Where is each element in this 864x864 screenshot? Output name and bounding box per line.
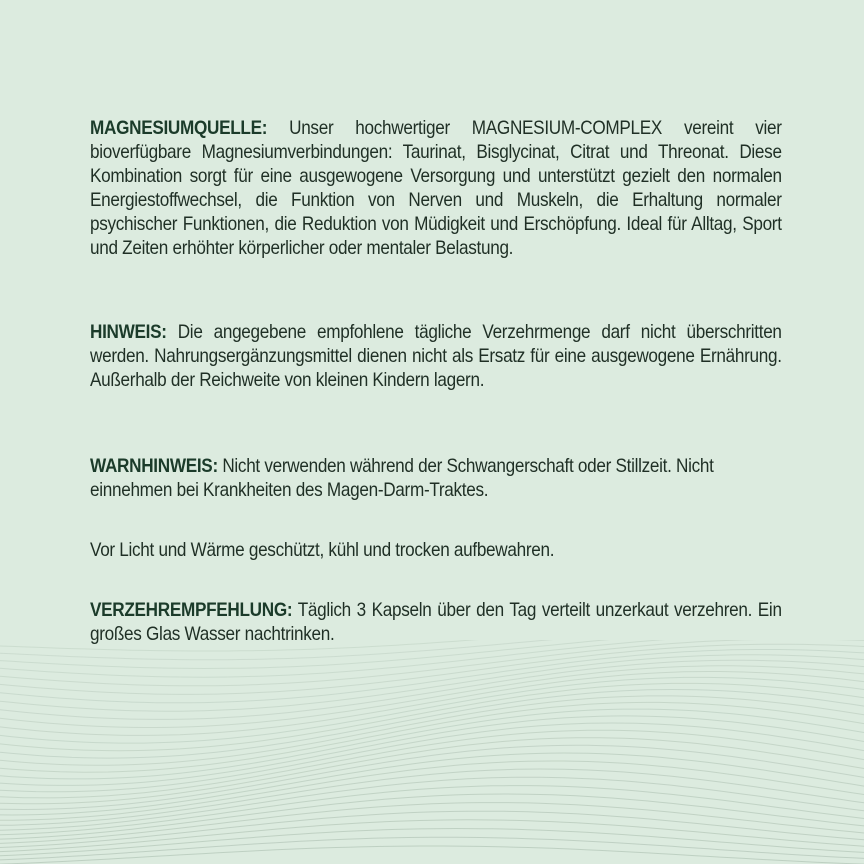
section-warning [90, 454, 782, 502]
section-text: Unser hochwertiger MAGNESIUM-COMPLEX vereint vier bioverfügbare Magnesiumverbindungen: Taurinat, Bisglycinat, Citrat und Threonat. Diese Kombination sorgt für eine ausgewogene Versorgung und unterstützt gezielt den normalen Energiestoffwechsel, die Funktion von Nerven und Muskeln, die Erhaltung normaler psychischer Funktionen, die Reduktion von Müdigkeit und Erschöpfung. Ideal für Alltag, Sport und Zeiten erhöhter körperlicher oder mentaler Belastung. [90, 117, 782, 259]
wave-line [0, 666, 864, 728]
section-text: Die angegebene empfohlene tägliche Verzehrmenge darf nicht überschritten werden. Nahrungsergänzungsmittel dienen nicht als Ersatz für eine ausgewogene Ernährung. Außerhalb der Reichweite von kleinen Kindern lagern. [90, 321, 782, 391]
section-magnesium-source [90, 116, 782, 260]
section-heading: MAGNESIUMQUELLE: [90, 117, 268, 139]
wave-line [0, 837, 864, 860]
section-recommended-intake [90, 598, 782, 646]
section-text: Nicht verwenden während der Schwangerschaft oder Stillzeit. Nicht einnehmen bei Krankheiten des Magen-Darm-Traktes. [90, 455, 714, 501]
wave-line [0, 730, 864, 798]
section-heading: WARNHINWEIS: [90, 455, 218, 477]
decorative-wave-lines [0, 640, 864, 864]
wave-line [0, 672, 864, 736]
wave-line [0, 846, 864, 864]
section-notice [90, 320, 782, 392]
wave-line [0, 829, 864, 856]
section-text: Täglich 3 Kapseln über den Tag verteilt unzerkaut verzehren. Ein großes Glas Wasser nachtrinken. [90, 599, 782, 645]
section-text: Vor Licht und Wärme geschützt, kühl und trocken aufbewahren. [90, 539, 555, 561]
section-storage [90, 538, 782, 562]
section-heading: HINWEIS: [90, 321, 167, 343]
wave-line [0, 640, 864, 686]
wave-line [0, 820, 864, 852]
section-heading: VERZEHREMPFEHLUNG: [90, 599, 293, 621]
